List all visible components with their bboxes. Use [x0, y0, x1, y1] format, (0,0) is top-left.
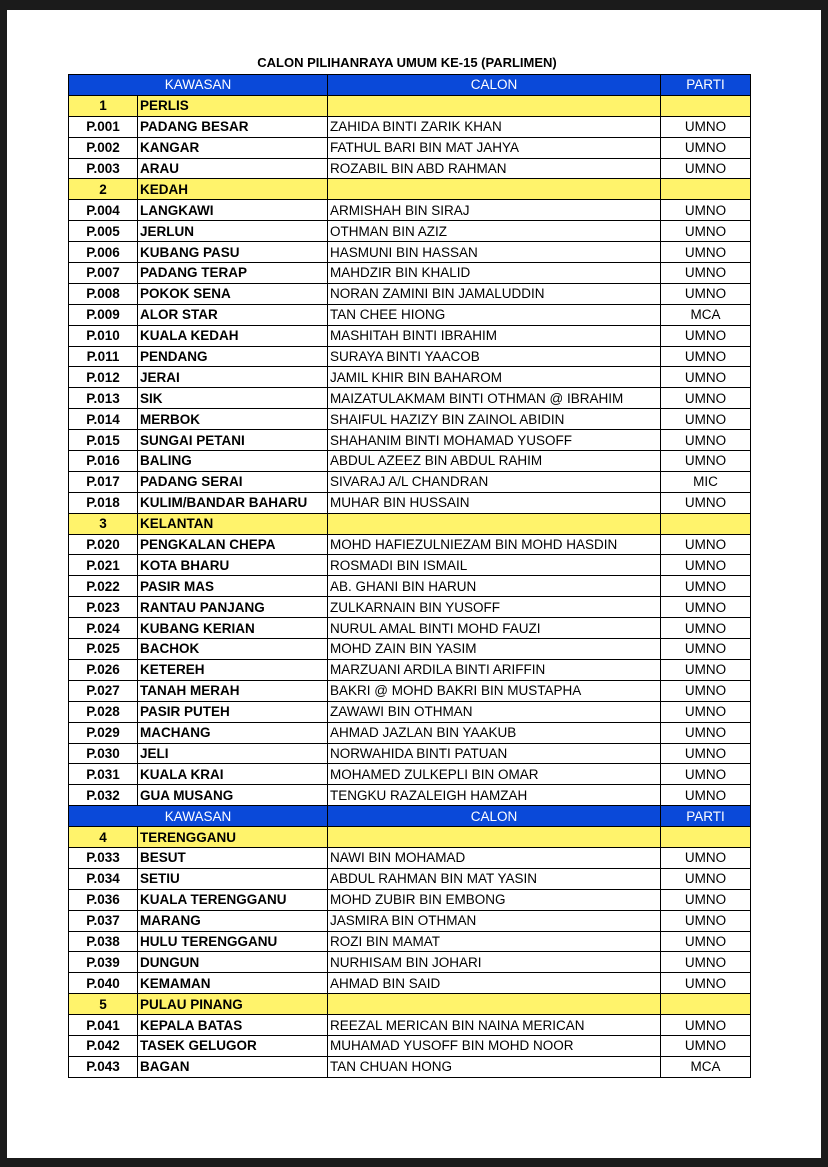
seat-area: BALING: [138, 451, 328, 472]
candidate-name: AHMAD JAZLAN BIN YAAKUB: [328, 722, 661, 743]
seat-area: POKOK SENA: [138, 283, 328, 304]
candidate-name: MOHD HAFIEZULNIEZAM BIN MOHD HASDIN: [328, 534, 661, 555]
seat-area: GUA MUSANG: [138, 785, 328, 806]
header-kawasan: KAWASAN: [69, 806, 328, 827]
candidate-name: ABDUL AZEEZ BIN ABDUL RAHIM: [328, 451, 661, 472]
candidate-name: ABDUL RAHMAN BIN MAT YASIN: [328, 868, 661, 889]
table-row: [69, 701, 751, 722]
party-name: UMNO: [661, 242, 751, 263]
party-name: UMNO: [661, 659, 751, 680]
header-parti: PARTI: [661, 75, 751, 96]
state-empty-cell: [661, 179, 751, 200]
table-row: [69, 388, 751, 409]
seat-code: P.011: [69, 346, 138, 367]
table-row: [69, 931, 751, 952]
party-name: UMNO: [661, 868, 751, 889]
candidate-name: SHAHANIM BINTI MOHAMAD YUSOFF: [328, 430, 661, 451]
state-name: TERENGGANU: [138, 827, 328, 848]
table-row: [69, 1056, 751, 1077]
seat-code: P.022: [69, 576, 138, 597]
seat-code: P.031: [69, 764, 138, 785]
table-row: [69, 785, 751, 806]
table-row: [69, 242, 751, 263]
table-row: [69, 325, 751, 346]
seat-code: P.013: [69, 388, 138, 409]
candidate-name: MARZUANI ARDILA BINTI ARIFFIN: [328, 659, 661, 680]
seat-code: P.015: [69, 430, 138, 451]
table-row: [69, 910, 751, 931]
party-name: MIC: [661, 471, 751, 492]
seat-code: P.002: [69, 137, 138, 158]
candidate-name: TENGKU RAZALEIGH HAMZAH: [328, 785, 661, 806]
state-empty-cell: [328, 827, 661, 848]
party-name: UMNO: [661, 743, 751, 764]
party-name: UMNO: [661, 1015, 751, 1036]
seat-code: P.012: [69, 367, 138, 388]
table-row: [69, 973, 751, 994]
candidate-name: NAWI BIN MOHAMAD: [328, 847, 661, 868]
seat-area: PADANG BESAR: [138, 116, 328, 137]
seat-area: KUALA KRAI: [138, 764, 328, 785]
seat-area: PASIR MAS: [138, 576, 328, 597]
seat-code: P.017: [69, 471, 138, 492]
party-name: UMNO: [661, 701, 751, 722]
seat-code: P.039: [69, 952, 138, 973]
table-row: [69, 639, 751, 660]
candidate-name: MOHD ZAIN BIN YASIM: [328, 639, 661, 660]
seat-area: TASEK GELUGOR: [138, 1035, 328, 1056]
party-name: UMNO: [661, 534, 751, 555]
seat-code: P.008: [69, 283, 138, 304]
seat-area: SETIU: [138, 868, 328, 889]
state-row: [69, 827, 751, 848]
seat-area: HULU TERENGGANU: [138, 931, 328, 952]
table-row: [69, 200, 751, 221]
seat-area: DUNGUN: [138, 952, 328, 973]
party-name: MCA: [661, 304, 751, 325]
seat-code: P.025: [69, 639, 138, 660]
seat-area: KANGAR: [138, 137, 328, 158]
candidate-name: ROZABIL BIN ABD RAHMAN: [328, 158, 661, 179]
state-name: KELANTAN: [138, 513, 328, 534]
candidate-name: ZAHIDA BINTI ZARIK KHAN: [328, 116, 661, 137]
seat-area: KUBANG KERIAN: [138, 618, 328, 639]
candidate-name: ROZI BIN MAMAT: [328, 931, 661, 952]
party-name: UMNO: [661, 451, 751, 472]
party-name: UMNO: [661, 388, 751, 409]
party-name: UMNO: [661, 597, 751, 618]
candidate-name: NORAN ZAMINI BIN JAMALUDDIN: [328, 283, 661, 304]
candidate-name: MUHAR BIN HUSSAIN: [328, 492, 661, 513]
party-name: UMNO: [661, 847, 751, 868]
table-row: [69, 597, 751, 618]
seat-area: SIK: [138, 388, 328, 409]
state-number: 5: [69, 994, 138, 1015]
seat-area: PADANG SERAI: [138, 471, 328, 492]
seat-code: P.007: [69, 263, 138, 284]
state-name: PERLIS: [138, 95, 328, 116]
candidate-name: OTHMAN BIN AZIZ: [328, 221, 661, 242]
seat-area: ALOR STAR: [138, 304, 328, 325]
seat-code: P.041: [69, 1015, 138, 1036]
party-name: UMNO: [661, 1035, 751, 1056]
seat-area: KEMAMAN: [138, 973, 328, 994]
state-number: 3: [69, 513, 138, 534]
table-row: [69, 1015, 751, 1036]
seat-area: BAGAN: [138, 1056, 328, 1077]
seat-area: TANAH MERAH: [138, 680, 328, 701]
party-name: UMNO: [661, 785, 751, 806]
party-name: UMNO: [661, 722, 751, 743]
candidate-name: FATHUL BARI BIN MAT JAHYA: [328, 137, 661, 158]
seat-code: P.018: [69, 492, 138, 513]
party-name: MCA: [661, 1056, 751, 1077]
party-name: UMNO: [661, 283, 751, 304]
party-name: UMNO: [661, 200, 751, 221]
state-empty-cell: [661, 827, 751, 848]
seat-area: PENDANG: [138, 346, 328, 367]
table-row: [69, 451, 751, 472]
party-name: UMNO: [661, 973, 751, 994]
table-row: [69, 534, 751, 555]
state-empty-cell: [328, 513, 661, 534]
candidate-table: [68, 74, 751, 1078]
table-row: [69, 743, 751, 764]
state-row: [69, 994, 751, 1015]
seat-area: KETEREH: [138, 659, 328, 680]
party-name: UMNO: [661, 367, 751, 388]
party-name: UMNO: [661, 931, 751, 952]
party-name: UMNO: [661, 263, 751, 284]
party-name: UMNO: [661, 555, 751, 576]
candidate-name: ARMISHAH BIN SIRAJ: [328, 200, 661, 221]
state-empty-cell: [328, 179, 661, 200]
state-number: 1: [69, 95, 138, 116]
table-row: [69, 430, 751, 451]
party-name: UMNO: [661, 764, 751, 785]
seat-code: P.026: [69, 659, 138, 680]
party-name: UMNO: [661, 492, 751, 513]
table-row: [69, 263, 751, 284]
state-name: KEDAH: [138, 179, 328, 200]
seat-code: P.001: [69, 116, 138, 137]
table-row: [69, 158, 751, 179]
candidate-name: NURHISAM BIN JOHARI: [328, 952, 661, 973]
state-empty-cell: [661, 513, 751, 534]
candidate-name: MOHAMED ZULKEPLI BIN OMAR: [328, 764, 661, 785]
seat-area: BACHOK: [138, 639, 328, 660]
seat-code: P.036: [69, 889, 138, 910]
party-name: UMNO: [661, 889, 751, 910]
state-row: [69, 179, 751, 200]
party-name: UMNO: [661, 576, 751, 597]
candidate-name: MAIZATULAKMAM BINTI OTHMAN @ IBRAHIM: [328, 388, 661, 409]
seat-code: P.040: [69, 973, 138, 994]
party-name: UMNO: [661, 137, 751, 158]
candidate-name: ROSMADI BIN ISMAIL: [328, 555, 661, 576]
seat-area: KOTA BHARU: [138, 555, 328, 576]
table-row: [69, 492, 751, 513]
seat-code: P.016: [69, 451, 138, 472]
candidate-name: TAN CHUAN HONG: [328, 1056, 661, 1077]
candidate-name: ZULKARNAIN BIN YUSOFF: [328, 597, 661, 618]
header-kawasan: KAWASAN: [69, 75, 328, 96]
party-name: UMNO: [661, 346, 751, 367]
party-name: UMNO: [661, 952, 751, 973]
candidate-name: JASMIRA BIN OTHMAN: [328, 910, 661, 931]
seat-code: P.010: [69, 325, 138, 346]
seat-code: P.032: [69, 785, 138, 806]
table-row: [69, 221, 751, 242]
seat-code: P.014: [69, 409, 138, 430]
seat-code: P.030: [69, 743, 138, 764]
seat-area: JERLUN: [138, 221, 328, 242]
state-row: [69, 95, 751, 116]
candidate-table-body: [69, 75, 751, 1078]
seat-area: MACHANG: [138, 722, 328, 743]
candidate-name: MUHAMAD YUSOFF BIN MOHD NOOR: [328, 1035, 661, 1056]
seat-code: P.006: [69, 242, 138, 263]
candidate-name: SIVARAJ A/L CHANDRAN: [328, 471, 661, 492]
header-parti: PARTI: [661, 806, 751, 827]
table-row: [69, 576, 751, 597]
table-row: [69, 367, 751, 388]
seat-code: P.024: [69, 618, 138, 639]
state-empty-cell: [661, 994, 751, 1015]
seat-area: BESUT: [138, 847, 328, 868]
candidate-name: NORWAHIDA BINTI PATUAN: [328, 743, 661, 764]
candidate-name: ZAWAWI BIN OTHMAN: [328, 701, 661, 722]
party-name: UMNO: [661, 325, 751, 346]
seat-area: RANTAU PANJANG: [138, 597, 328, 618]
candidate-name: MASHITAH BINTI IBRAHIM: [328, 325, 661, 346]
seat-code: P.009: [69, 304, 138, 325]
header-calon: CALON: [328, 75, 661, 96]
candidate-name: AB. GHANI BIN HARUN: [328, 576, 661, 597]
candidate-name: TAN CHEE HIONG: [328, 304, 661, 325]
seat-code: P.023: [69, 597, 138, 618]
party-name: UMNO: [661, 639, 751, 660]
party-name: UMNO: [661, 910, 751, 931]
state-empty-cell: [328, 95, 661, 116]
seat-code: P.027: [69, 680, 138, 701]
seat-area: SUNGAI PETANI: [138, 430, 328, 451]
party-name: UMNO: [661, 409, 751, 430]
table-row: [69, 889, 751, 910]
table-row: [69, 680, 751, 701]
seat-area: PASIR PUTEH: [138, 701, 328, 722]
seat-code: P.042: [69, 1035, 138, 1056]
seat-code: P.003: [69, 158, 138, 179]
seat-code: P.037: [69, 910, 138, 931]
table-row: [69, 283, 751, 304]
table-row: [69, 304, 751, 325]
seat-code: P.005: [69, 221, 138, 242]
party-name: UMNO: [661, 680, 751, 701]
seat-area: LANGKAWI: [138, 200, 328, 221]
seat-area: JELI: [138, 743, 328, 764]
table-row: [69, 952, 751, 973]
seat-area: KUALA KEDAH: [138, 325, 328, 346]
seat-code: P.004: [69, 200, 138, 221]
candidate-name: MAHDZIR BIN KHALID: [328, 263, 661, 284]
seat-area: JERAI: [138, 367, 328, 388]
seat-area: ARAU: [138, 158, 328, 179]
party-name: UMNO: [661, 116, 751, 137]
seat-area: MARANG: [138, 910, 328, 931]
candidate-name: SURAYA BINTI YAACOB: [328, 346, 661, 367]
state-empty-cell: [328, 994, 661, 1015]
seat-code: P.028: [69, 701, 138, 722]
candidate-name: NURUL AMAL BINTI MOHD FAUZI: [328, 618, 661, 639]
seat-code: P.033: [69, 847, 138, 868]
seat-code: P.021: [69, 555, 138, 576]
table-header-row: [69, 75, 751, 96]
seat-code: P.038: [69, 931, 138, 952]
table-row: [69, 116, 751, 137]
table-row: [69, 555, 751, 576]
table-row: [69, 409, 751, 430]
candidate-name: BAKRI @ MOHD BAKRI BIN MUSTAPHA: [328, 680, 661, 701]
header-calon: CALON: [328, 806, 661, 827]
table-row: [69, 346, 751, 367]
seat-code: P.029: [69, 722, 138, 743]
party-name: UMNO: [661, 221, 751, 242]
candidate-name: AHMAD BIN SAID: [328, 973, 661, 994]
table-row: [69, 659, 751, 680]
state-empty-cell: [661, 95, 751, 116]
state-number: 2: [69, 179, 138, 200]
seat-area: PADANG TERAP: [138, 263, 328, 284]
table-row: [69, 137, 751, 158]
table-row: [69, 471, 751, 492]
table-header-row: [69, 806, 751, 827]
seat-code: P.020: [69, 534, 138, 555]
table-row: [69, 868, 751, 889]
table-row: [69, 764, 751, 785]
candidate-name: JAMIL KHIR BIN BAHAROM: [328, 367, 661, 388]
party-name: UMNO: [661, 158, 751, 179]
table-row: [69, 847, 751, 868]
table-row: [69, 618, 751, 639]
candidate-name: REEZAL MERICAN BIN NAINA MERICAN: [328, 1015, 661, 1036]
seat-code: P.043: [69, 1056, 138, 1077]
seat-area: KEPALA BATAS: [138, 1015, 328, 1036]
candidate-name: HASMUNI BIN HASSAN: [328, 242, 661, 263]
party-name: UMNO: [661, 618, 751, 639]
table-row: [69, 722, 751, 743]
seat-area: MERBOK: [138, 409, 328, 430]
seat-area: KUALA TERENGGANU: [138, 889, 328, 910]
state-number: 4: [69, 827, 138, 848]
table-row: [69, 1035, 751, 1056]
candidate-name: SHAIFUL HAZIZY BIN ZAINOL ABIDIN: [328, 409, 661, 430]
seat-area: KUBANG PASU: [138, 242, 328, 263]
seat-code: P.034: [69, 868, 138, 889]
state-row: [69, 513, 751, 534]
document-title: CALON PILIHANRAYA UMUM KE-15 (PARLIMEN): [257, 55, 557, 70]
seat-area: KULIM/BANDAR BAHARU: [138, 492, 328, 513]
state-name: PULAU PINANG: [138, 994, 328, 1015]
candidate-name: MOHD ZUBIR BIN EMBONG: [328, 889, 661, 910]
seat-area: PENGKALAN CHEPA: [138, 534, 328, 555]
party-name: UMNO: [661, 430, 751, 451]
